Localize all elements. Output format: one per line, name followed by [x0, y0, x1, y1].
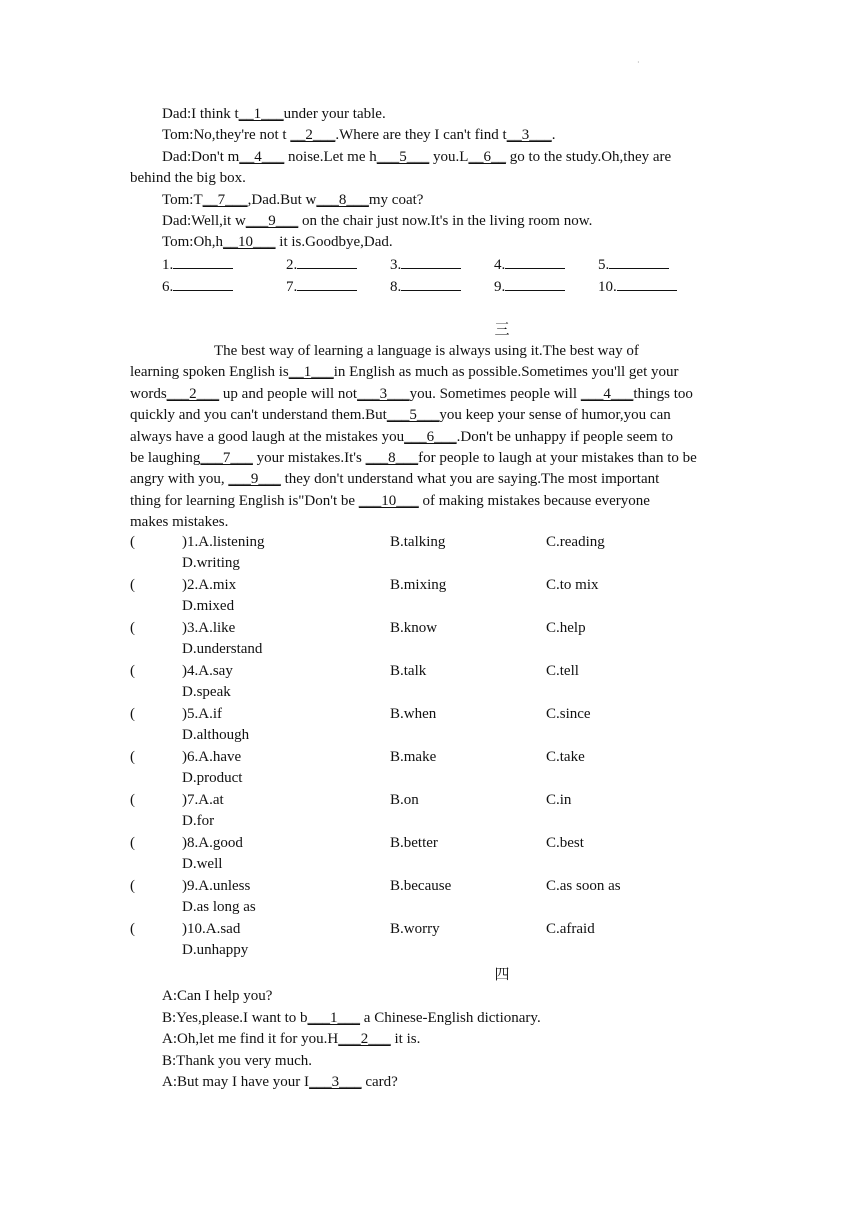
dialogue-line	[130, 147, 762, 168]
dialogue-text: Dad:Well,it w	[162, 213, 246, 229]
answer-underline[interactable]	[173, 276, 233, 291]
dialogue-line	[130, 232, 762, 253]
answer-paren[interactable]: (	[130, 792, 135, 808]
dialogue-blank[interactable]: ___1___	[307, 1009, 361, 1026]
option-c[interactable]: C.to mix	[546, 577, 599, 593]
dialogue-blank[interactable]: __2___	[290, 127, 336, 143]
passage-line	[130, 469, 730, 490]
answer-number: 2.	[286, 257, 298, 273]
question-item	[130, 663, 730, 706]
passage-text: up and people will not	[219, 385, 358, 402]
option-a[interactable]: )3.A.like	[182, 620, 236, 636]
answer-underline[interactable]	[505, 254, 565, 269]
passage-blank[interactable]: ___9___	[228, 471, 281, 488]
passage-blank[interactable]: ___7___	[200, 450, 253, 466]
passage-text: of making mistakes because everyone	[418, 492, 650, 509]
option-d[interactable]: D.mixed	[182, 598, 235, 614]
passage-text: they don't understand what you are saying.The most important	[280, 471, 660, 488]
passage-text: for people to laugh at your mistakes than to be	[418, 450, 697, 466]
option-c[interactable]: C.as soon as	[546, 878, 621, 894]
option-a[interactable]: )6.A.have	[182, 749, 242, 765]
dialogue-line	[130, 1029, 762, 1050]
dialogue-line	[130, 986, 762, 1007]
answer-blank[interactable]	[390, 254, 461, 274]
answer-number: 3.	[390, 257, 402, 273]
dialogue-text: A:But may I have your I	[162, 1074, 310, 1090]
answer-number: 9.	[494, 279, 506, 295]
passage-line	[130, 362, 730, 383]
answer-number: 10.	[598, 279, 617, 295]
dialogue-text: Tom:No,they're not t	[162, 127, 291, 143]
dialogue-text: a Chinese-English dictionary.	[360, 1009, 541, 1026]
passage-blank[interactable]: ___4___	[580, 385, 634, 402]
option-b[interactable]: B.make	[390, 749, 437, 765]
passage-blank[interactable]: ___2___	[166, 385, 220, 402]
answer-blank[interactable]	[390, 276, 461, 296]
option-d[interactable]: D.writing	[182, 555, 240, 571]
dialogue-text: Tom:Oh,h	[162, 234, 224, 250]
passage-blank[interactable]: ___8___	[365, 450, 419, 466]
dialogue-text: it is.Goodbye,Dad.	[275, 234, 393, 250]
passage-line	[130, 405, 730, 426]
option-b[interactable]: B.talk	[390, 663, 427, 679]
dialogue-text: behind the big box.	[130, 170, 246, 186]
answer-number: 5.	[598, 257, 610, 273]
option-b[interactable]: B.when	[390, 706, 437, 722]
dialogue-text: you.L	[429, 149, 469, 165]
option-c[interactable]: C.since	[546, 706, 591, 722]
passage-line	[130, 341, 814, 362]
dialogue-line	[130, 1072, 762, 1093]
dialogue-text: it is.	[390, 1031, 421, 1047]
dialogue-line	[130, 190, 762, 211]
passage-blank[interactable]: ___10___	[358, 492, 419, 509]
option-d[interactable]: D.product	[182, 770, 243, 786]
answer-paren[interactable]: (	[130, 663, 135, 679]
option-a[interactable]: )5.A.if	[182, 706, 222, 722]
dialogue-blank[interactable]: ___5___	[376, 149, 430, 165]
dialogue-blank[interactable]: ___9___	[245, 213, 299, 229]
dialogue-text: A:Oh,let me find it for you.H	[162, 1031, 339, 1047]
option-c[interactable]: C.tell	[546, 663, 579, 679]
answer-number: 4.	[494, 257, 506, 273]
option-b[interactable]: B.talking	[390, 534, 446, 550]
question-item	[130, 749, 730, 792]
passage-line	[130, 448, 730, 469]
dialogue-blank[interactable]: __1___	[238, 106, 284, 122]
passage-text: your mistakes.It's	[252, 450, 366, 466]
dialogue-blank[interactable]: __7___	[202, 192, 248, 208]
answer-underline[interactable]	[297, 276, 357, 291]
passage-line	[130, 384, 730, 405]
answer-number: 6.	[162, 279, 174, 295]
passage-text: learning spoken English is	[130, 364, 289, 381]
question-item	[130, 835, 730, 878]
passage-text: quickly and you can't understand them.But	[130, 407, 387, 424]
passage-line	[130, 491, 730, 512]
page-marker: ·	[637, 58, 640, 67]
answer-blank[interactable]	[162, 254, 233, 274]
passage-line	[130, 512, 730, 533]
option-c[interactable]: C.afraid	[546, 921, 595, 937]
option-b[interactable]: B.because	[390, 878, 452, 894]
question-item	[130, 534, 730, 577]
dialogue-text: A:Can I help you?	[162, 988, 273, 1004]
option-a[interactable]: )1.A.listening	[182, 534, 265, 550]
dialogue-blank[interactable]: ___2___	[338, 1031, 391, 1047]
option-b[interactable]: B.better	[390, 835, 438, 851]
dialogue-line	[130, 211, 762, 232]
question-item	[130, 620, 730, 663]
option-a[interactable]: )7.A.at	[182, 792, 224, 808]
option-a[interactable]: )10.A.sad	[182, 921, 241, 937]
answer-paren[interactable]: (	[130, 835, 135, 851]
answer-underline[interactable]	[617, 276, 677, 291]
dialogue-text: B:Thank you very much.	[162, 1052, 312, 1069]
option-a[interactable]: )8.A.good	[182, 835, 243, 851]
answer-number: 1.	[162, 257, 174, 273]
answer-blank[interactable]	[494, 254, 565, 274]
option-b[interactable]: B.on	[390, 792, 419, 808]
answer-paren[interactable]: (	[130, 620, 135, 636]
answer-paren[interactable]: (	[130, 534, 135, 550]
answer-paren[interactable]: (	[130, 577, 135, 593]
question-item	[130, 706, 730, 749]
question-item	[130, 577, 730, 620]
dialogue-text: my coat?	[368, 192, 424, 208]
answer-underline[interactable]	[297, 254, 357, 269]
option-c[interactable]: C.in	[546, 792, 572, 808]
answer-underline[interactable]	[173, 254, 233, 269]
answer-underline[interactable]	[505, 276, 565, 291]
answer-blank[interactable]	[598, 254, 669, 274]
dialogue-text: on the chair just now.It's in the living room now.	[298, 213, 593, 229]
answer-blank[interactable]	[162, 276, 233, 296]
passage-text: things too	[633, 385, 693, 402]
passage-text: angry with you,	[130, 471, 229, 488]
dialogue-text: go to the study.Oh,they are	[505, 149, 672, 165]
dialogue-blank[interactable]: __6__	[468, 149, 506, 165]
option-c[interactable]: C.help	[546, 620, 586, 636]
passage-text: you. Sometimes people will	[409, 385, 581, 402]
answer-paren[interactable]: (	[130, 878, 135, 894]
dialogue-line	[130, 125, 762, 146]
dialogue-text: Dad:I think t	[162, 106, 239, 122]
dialogue-blank[interactable]: ___3___	[309, 1074, 362, 1090]
option-d[interactable]: D.unhappy	[182, 942, 249, 958]
option-a[interactable]: )4.A.say	[182, 663, 233, 679]
dialogue-line	[130, 1051, 762, 1072]
answer-paren[interactable]: (	[130, 921, 135, 937]
dialogue-text: card?	[361, 1074, 398, 1090]
dialogue-line	[130, 104, 762, 125]
dialogue-blank[interactable]: __10___	[223, 234, 276, 250]
passage-blank[interactable]: ___6___	[404, 428, 457, 445]
dialogue-blank[interactable]: __3___	[506, 127, 552, 143]
answer-blank[interactable]	[286, 276, 357, 296]
option-c[interactable]: C.best	[546, 835, 584, 851]
passage-text: always have a good laugh at the mistakes you	[130, 428, 405, 445]
question-item	[130, 878, 730, 921]
dialogue-text: under your table.	[283, 106, 386, 122]
passage-text: The best way of learning a language is always using it.The best way of	[214, 343, 639, 359]
option-a[interactable]: )2.A.mix	[182, 577, 237, 593]
answer-underline[interactable]	[401, 276, 461, 291]
dialogue-text: Tom:T	[162, 192, 203, 208]
passage-blank[interactable]: __1___	[288, 364, 334, 381]
dialogue-line	[130, 168, 730, 189]
answer-paren[interactable]: (	[130, 706, 135, 722]
option-c[interactable]: C.take	[546, 749, 585, 765]
dialogue-line	[130, 1008, 762, 1029]
section-4-heading: 四	[494, 967, 510, 983]
passage-text: words	[130, 385, 167, 402]
option-d[interactable]: D.for	[182, 813, 215, 829]
passage-line	[130, 427, 730, 448]
passage-text: you keep your sense of humor,you can	[439, 407, 671, 424]
passage-text: .Don't be unhappy if people seem to	[456, 428, 674, 445]
passage-text: thing for learning English is"Don't be	[130, 492, 359, 509]
option-d[interactable]: D.speak	[182, 684, 231, 700]
answer-blank[interactable]	[286, 254, 357, 274]
option-c[interactable]: C.reading	[546, 534, 605, 550]
question-item	[130, 792, 730, 835]
option-d[interactable]: D.understand	[182, 641, 263, 657]
dialogue-text: .Where are they I can't find t	[335, 127, 507, 143]
answer-blank[interactable]	[598, 276, 677, 296]
section-3-heading: 三	[494, 322, 510, 338]
passage-text: be laughing	[130, 450, 201, 466]
answer-number: 7.	[286, 279, 298, 295]
answer-paren[interactable]: (	[130, 749, 135, 765]
passage-text: in English as much as possible.Sometimes you'll get your	[333, 364, 679, 381]
option-d[interactable]: D.although	[182, 727, 250, 743]
option-d[interactable]: D.as long as	[182, 899, 256, 915]
option-b[interactable]: B.know	[390, 620, 438, 636]
option-d[interactable]: D.well	[182, 856, 223, 872]
passage-blank[interactable]: ___3___	[357, 385, 410, 402]
dialogue-text: noise.Let me h	[284, 149, 377, 165]
passage-blank[interactable]: ___5___	[386, 407, 440, 424]
answer-number: 8.	[390, 279, 402, 295]
dialogue-text: Dad:Don't m	[162, 149, 240, 165]
dialogue-blank[interactable]: __4___	[239, 149, 285, 165]
answer-blank[interactable]	[494, 276, 565, 296]
dialogue-blank[interactable]: ___8___	[316, 192, 369, 208]
passage-text: makes mistakes.	[130, 514, 229, 531]
option-b[interactable]: B.worry	[390, 921, 440, 937]
answer-underline[interactable]	[609, 254, 669, 269]
dialogue-text: B:Yes,please.I want to b	[162, 1009, 308, 1026]
answer-underline[interactable]	[401, 254, 461, 269]
option-a[interactable]: )9.A.unless	[182, 878, 251, 894]
option-b[interactable]: B.mixing	[390, 577, 447, 593]
dialogue-text: .	[551, 127, 556, 143]
question-item	[130, 921, 730, 964]
dialogue-text: ,Dad.But w	[247, 192, 317, 208]
